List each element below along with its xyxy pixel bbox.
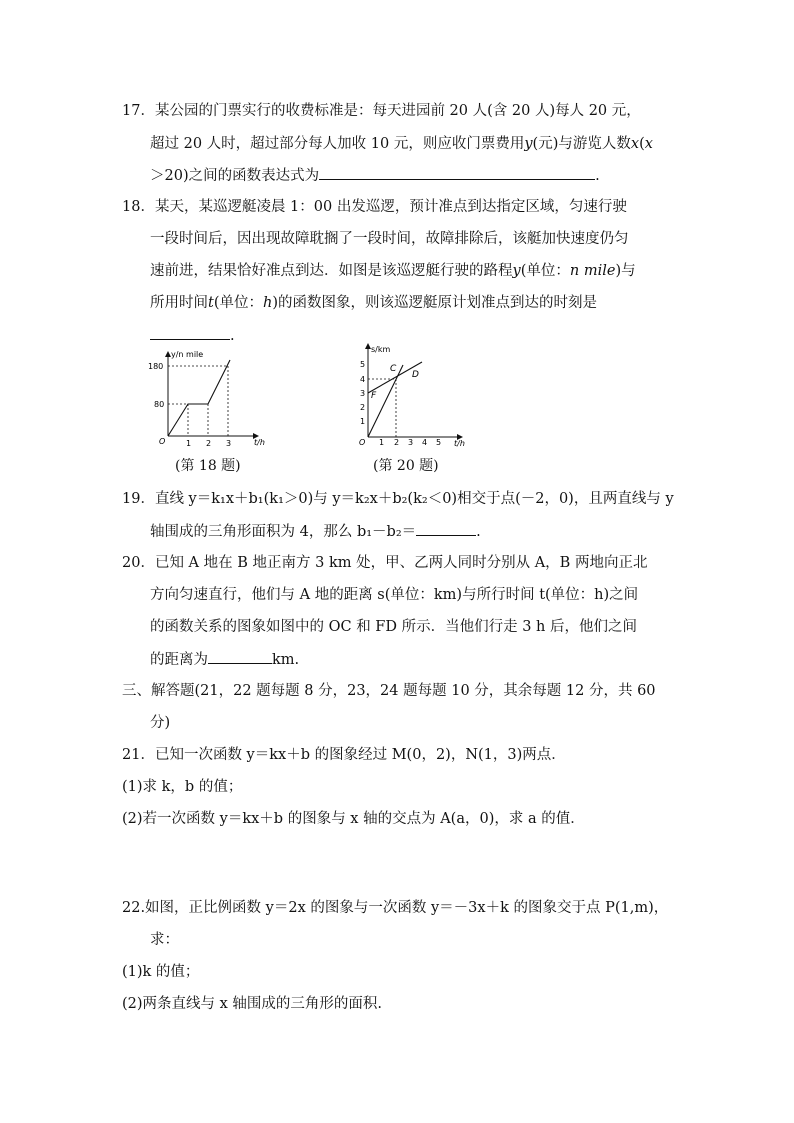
q17-text: ( (639, 136, 645, 152)
q19-line-2 (150, 521, 481, 542)
q17-text: 超过 20 人时，超过部分每人加收 10 元，则应收门票费用 (150, 136, 525, 152)
q17-var-x: x (630, 136, 640, 152)
q22-line-3: (1)k 的值； (122, 964, 200, 980)
y-tick-label: 5 (360, 360, 366, 369)
y-tick-label: 80 (154, 400, 165, 409)
x-tick-label: 1 (379, 438, 385, 447)
q22-line-1: 22.如图，正比例函数 y＝2x 的图象与一次函数 y＝－3x＋k 的图象交于点 P(1,m)， (122, 900, 669, 916)
q18-line-4 (150, 293, 597, 313)
q17-text: (元)与游览人数 (532, 136, 631, 152)
q18-line-2: 一段时间后，因出现故障耽搁了一段时间，故障排除后，该艇加快速度仍匀 (150, 231, 629, 247)
section-3-line-2: 分) (150, 715, 171, 731)
q20-text: 的距离为 (150, 652, 208, 668)
q18-text: 速前进，结果恰好准点到达．如图是该巡逻艇行驶的路程 (150, 263, 513, 279)
q17-line-3 (150, 165, 600, 186)
y-axis-label: y/n mile (171, 350, 204, 359)
q18-text: . (230, 328, 235, 344)
q19-answer-blank[interactable] (416, 521, 476, 536)
graph-line (168, 360, 230, 436)
q18-line-1: 18．某天，某巡逻艇凌晨 1：00 出发巡逻，预计准点到达指定区域，匀速行驶 (122, 199, 627, 215)
q18-text: 所用时间 (150, 295, 208, 311)
q18-unit: h (263, 295, 273, 311)
section-3-line-1: 三、解答题(21，22 题每题 8 分，23，24 题每题 10 分，其余每题 12 分，共 60 (122, 683, 656, 699)
q20-line-1: 20．已知 A 地在 B 地正南方 3 km 处，甲、乙两人同时分别从 A，B 两地向正北 (122, 555, 648, 571)
q19-line-1: 19．直线 y＝k₁x＋b₁(k₁＞0)与 y＝k₂x＋b₂(k₂＜0)相交于点(－2，0)，且两直线与 y (122, 491, 674, 507)
q20-line-2: 方向匀速直行，他们与 A 地的距离 s(单位：km)与所行时间 t(单位：h)之间 (150, 587, 639, 603)
x-axis-label: t/h (254, 438, 265, 447)
x-tick-label: 1 (186, 439, 192, 448)
q21-line-1: 21．已知一次函数 y＝kx＋b 的图象经过 M(0，2)，N(1，3)两点． (122, 747, 566, 763)
q18-answer-blank[interactable] (150, 325, 230, 340)
q20-line-3: 的函数关系的图象如图中的 OC 和 FD 所示．当他们行走 3 h 后，他们之间 (150, 619, 637, 635)
q18-text: (单位： (213, 295, 263, 311)
q20-line-4 (150, 649, 299, 670)
figure-18-graph (148, 348, 268, 448)
q18-var-y: y (512, 263, 521, 279)
q18-var-t: t (208, 295, 214, 311)
y-axis-label: s/km (371, 345, 391, 354)
q18-text: (单位： (520, 263, 570, 279)
x-tick-label: 2 (206, 439, 212, 448)
q17-var-y: y (524, 136, 533, 152)
q18-unit: n mile (569, 263, 616, 279)
q17-answer-blank[interactable] (319, 165, 595, 180)
x-tick-label: 5 (436, 438, 442, 447)
y-tick-label: 4 (360, 375, 366, 384)
q22-line-4: (2)两条直线与 x 轴围成的三角形的面积. (122, 996, 383, 1012)
point-d-label: D (412, 370, 419, 380)
figure-18-caption: (第 18 题) (175, 458, 241, 474)
y-tick-label: 3 (360, 389, 366, 398)
x-tick-label: 2 (394, 438, 400, 447)
origin-label: O (359, 438, 366, 447)
q17-line-1: 17．某公园的门票实行的收费标准是：每天进园前 20 人(含 20 人)每人 20 元， (122, 103, 641, 119)
figure-20-caption: (第 20 题) (373, 458, 439, 474)
point-c-label: C (390, 364, 397, 374)
x-axis-label: t/h (454, 439, 465, 448)
q19-text: . (476, 524, 481, 540)
figure-20-graph (350, 340, 470, 450)
x-tick-label: 4 (422, 438, 428, 447)
y-tick-label: 2 (360, 403, 366, 412)
y-tick-label: 1 (360, 417, 366, 426)
x-tick-label: 3 (408, 438, 414, 447)
q17-line-2 (150, 134, 653, 154)
point-f-label: F (371, 391, 377, 401)
q19-text: 轴围成的三角形面积为 4，那么 b₁－b₂＝ (150, 524, 417, 540)
x-tick-label: 3 (226, 439, 232, 448)
q21-line-2: (1)求 k，b 的值； (122, 779, 243, 795)
q20-text: km. (272, 652, 300, 668)
q18-line-5 (150, 325, 235, 346)
q22-line-2: 求： (150, 932, 179, 948)
q17-text: . (595, 168, 600, 184)
q18-line-3 (150, 261, 636, 281)
q17-text: ＞20)之间的函数表达式为 (150, 168, 320, 184)
q21-line-3: (2)若一次函数 y＝kx＋b 的图象与 x 轴的交点为 A(a，0)，求 a 的值． (122, 811, 585, 827)
y-tick-label: 180 (148, 362, 164, 371)
origin-label: O (159, 437, 166, 446)
q20-answer-blank[interactable] (208, 649, 272, 664)
q17-var-x: x (644, 136, 653, 152)
q18-text: )与 (615, 263, 636, 279)
q18-text: )的函数图象，则该巡逻艇原计划准点到达的时刻是 (272, 295, 597, 311)
